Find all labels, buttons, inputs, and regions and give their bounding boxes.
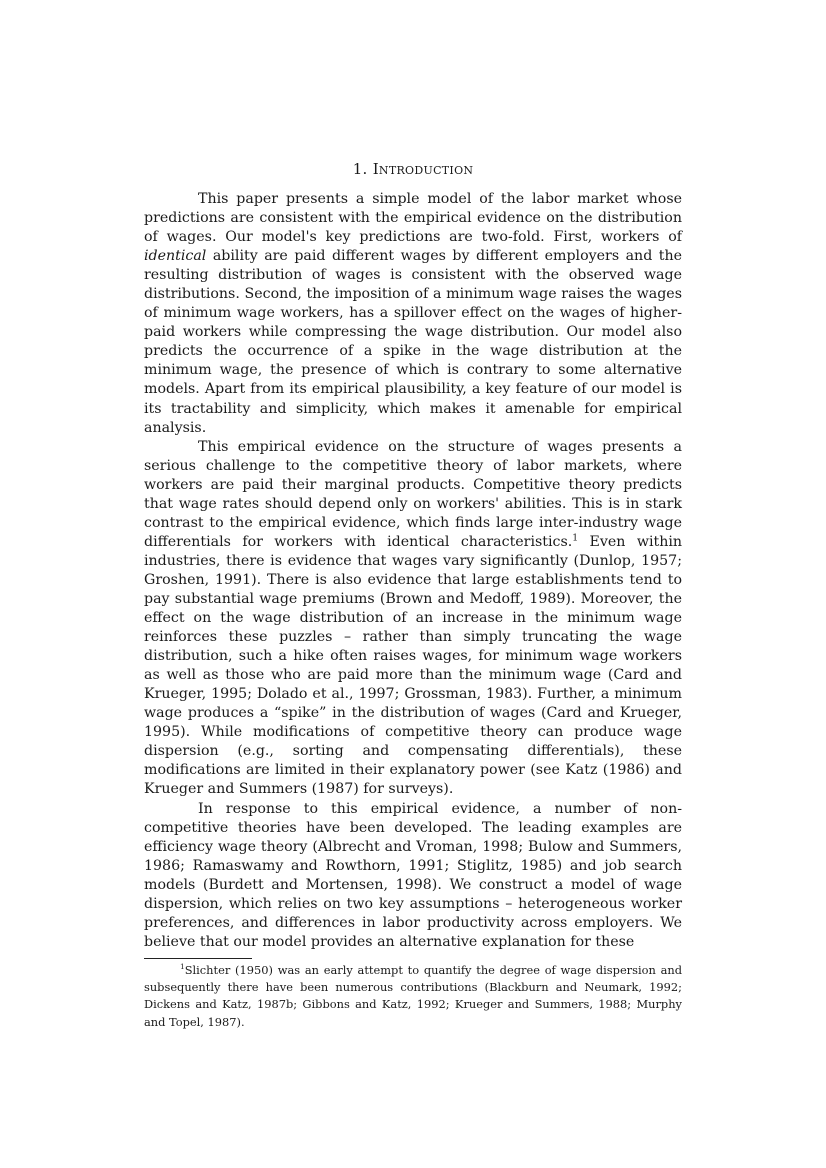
paragraph-1-text-a: This paper presents a simple model of the labor market whose predictions are consistent with the empirical evidence on the distribution of wages. Our model's key predictions are two-fold. First, workers of <box>144 191 682 246</box>
footnote <box>144 962 682 1031</box>
paragraph-2-text-a: This empirical evidence on the structure of wages presents a serious challenge to the competitive theory of labor markets, where workers are paid their marginal products. Competitive theory predicts that wage rates should depend only on workers' abilities. This is in stark contrast to the empirical evidence, which finds large inter-industry wage differentials for workers with identical characteristics. <box>144 438 682 550</box>
paragraph-1-text-b: ability are paid different wages by different employers and the resulting distribution of wages is consistent with the observed wage distributions. Second, the imposition of a minimum wage raises the wages of minimum wage workers, has a spillover effect on the wages of higher-paid workers while compressing the wage distribution. Our model also predicts the occurrence of a spike in the wage distribution at the minimum wage, the presence of which is contrary to some alternative models. Apart from its empirical plausibility, a key feature of our model is its tractability and simplicity, which makes it amenable for empirical analysis. <box>144 248 682 436</box>
section-number: 1. <box>352 160 368 178</box>
footnote-mark: 1 <box>180 962 185 972</box>
paragraph-2 <box>144 438 682 800</box>
footnote-reference[interactable]: 1 <box>572 532 579 544</box>
paragraph-1 <box>144 190 682 438</box>
paragraph-2-text-b: Even within industries, there is evidence that wages vary significantly (Dunlop, 1957; Groshen, 1991). There is also evidence that large establishments tend to pay substantial wage premiums (Brown and Medoff, 1989). Moreover, the effect on the wage distribution of an increase in the minimum wage reinforces these puzzles – rather than simply truncating the wage distribution, such a hike often raises wages, for minimum wage workers as well as those who are paid more than the minimum wage (Card and Krueger, 1995; Dolado et al., 1997; Grossman, 1983). Further, a minimum wage produces a “spike” in the distribution of wages (Card and Krueger, 1995). While modifications of competitive theory can produce wage dispersion (e.g., sorting and compensating differentials), these modifications are limited in their explanatory power (see Katz (1986) and Krueger and Summers (1987) for surveys). <box>144 533 683 798</box>
section-heading <box>144 160 682 178</box>
footnote-divider <box>144 958 252 959</box>
body-text <box>144 190 682 952</box>
emphasis-identical: identical <box>144 248 207 265</box>
footnote-text: Slichter (1950) was an early attempt to quantify the degree of wage dispersion and subsequently there have been numerous contributions (Blackburn and Neumark, 1992; Dickens and Katz, 1987b; Gibbons and Katz, 1992; Krueger and Summers, 1988; Murphy and Topel, 1987). <box>144 963 682 1029</box>
paragraph-3: In response to this empirical evidence, a number of non-competitive theories have been developed. The leading examples are efficiency wage theory (Albrecht and Vroman, 1998; Bulow and Summers, 1986; Ramaswamy and Rowthorn, 1991; Stiglitz, 1985) and job search models (Burdett and Mortensen, 1998). We construct a model of wage dispersion, which relies on two key assumptions – heterogeneous worker preferences, and differences in labor productivity across employers. We believe that our model provides an alternative explanation for these <box>144 800 682 950</box>
section-title: Introduction <box>372 160 474 178</box>
